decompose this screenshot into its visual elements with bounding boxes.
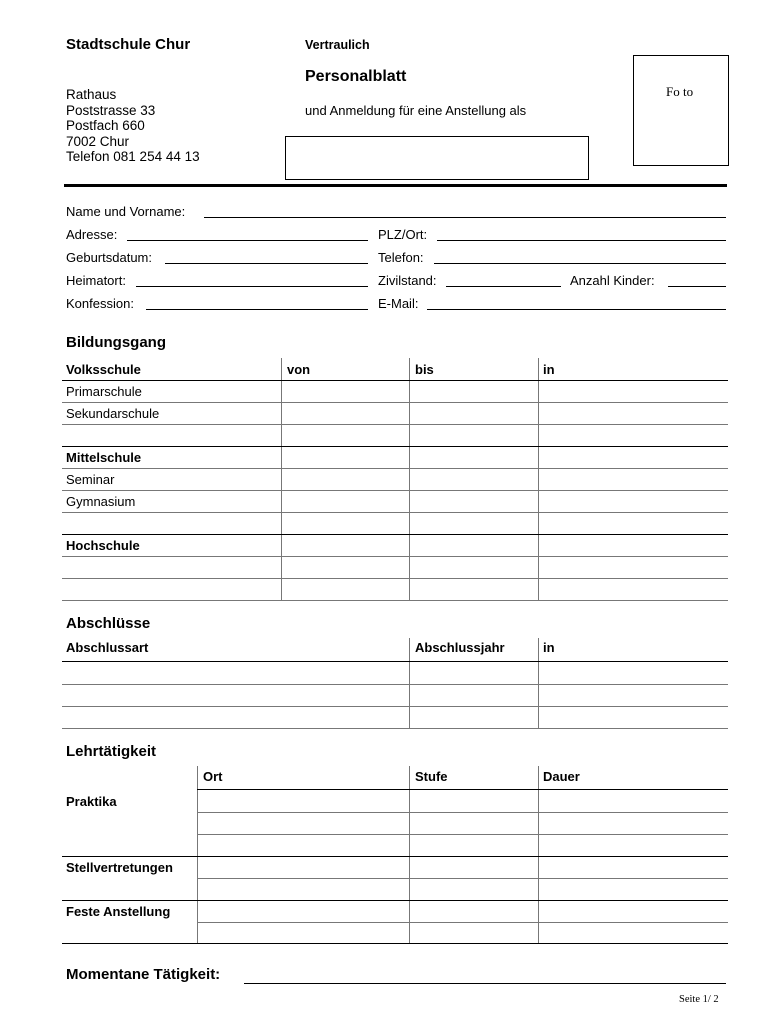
col-divider — [281, 358, 282, 600]
kinder-field[interactable] — [668, 286, 726, 287]
email-label: E-Mail: — [378, 296, 419, 311]
telefon-field[interactable] — [434, 263, 726, 264]
email-field[interactable] — [427, 309, 726, 310]
row-line — [197, 922, 728, 923]
row-line — [62, 600, 728, 601]
col-von: von — [287, 362, 311, 377]
row-line — [62, 556, 728, 557]
col-ort: Ort — [203, 769, 223, 784]
row-line — [197, 834, 728, 835]
header-divider — [64, 184, 727, 187]
row-stellvertretungen: Stellvertretungen — [66, 860, 173, 875]
school-address: Rathaus Poststrasse 33 Postfach 660 7002 Chur Telefon 081 254 44 13 — [66, 87, 200, 165]
position-input-box[interactable] — [285, 136, 589, 180]
heimatort-label: Heimatort: — [66, 273, 126, 288]
adresse-label: Adresse: — [66, 227, 118, 242]
row-line — [62, 424, 728, 425]
geburtsdatum-field[interactable] — [165, 263, 368, 264]
row-seminar: Seminar — [66, 472, 115, 487]
row-line — [62, 534, 728, 535]
row-line — [62, 943, 728, 944]
col-volksschule: Volksschule — [66, 362, 141, 377]
row-primarschule: Primarschule — [66, 384, 142, 399]
row-line — [62, 446, 728, 447]
momentane-field[interactable] — [244, 983, 726, 984]
col-dauer: Dauer — [543, 769, 580, 784]
confidential-label: Vertraulich — [305, 38, 370, 52]
form-subtitle: und Anmeldung für eine Anstellung als — [305, 103, 527, 118]
telefon-label: Telefon: — [378, 250, 424, 265]
row-line — [62, 490, 728, 491]
konfession-label: Konfession: — [66, 296, 134, 311]
row-line — [62, 468, 728, 469]
section-lehrtaetigkeit: Lehrtätigkeit — [66, 743, 157, 760]
col-in: in — [543, 362, 555, 377]
heimatort-field[interactable] — [136, 286, 368, 287]
row-line — [62, 512, 728, 513]
row-feste-anstellung: Feste Anstellung — [66, 904, 171, 919]
row-sekundarschule: Sekundarschule — [66, 406, 160, 421]
momentane-label: Momentane Tätigkeit: — [66, 966, 221, 983]
row-line — [62, 900, 728, 901]
section-bildungsgang: Bildungsgang — [66, 334, 166, 351]
col-divider — [197, 766, 198, 943]
col-abschlussjahr: Abschlussjahr — [415, 640, 505, 655]
row-line — [197, 789, 728, 790]
plz-label: PLZ/Ort: — [378, 227, 428, 242]
form-title: Personalblatt — [305, 68, 407, 85]
row-praktika: Praktika — [66, 794, 117, 809]
zivilstand-label: Zivilstand: — [378, 273, 437, 288]
col-divider — [538, 766, 539, 943]
zivilstand-field[interactable] — [446, 286, 561, 287]
col-stufe: Stufe — [415, 769, 448, 784]
row-mittelschule: Mittelschule — [66, 450, 142, 465]
row-gymnasium: Gymnasium — [66, 494, 136, 509]
row-line — [62, 728, 728, 729]
row-line — [62, 856, 728, 857]
col-abschluss-in: in — [543, 640, 555, 655]
col-divider — [538, 358, 539, 600]
col-bis: bis — [415, 362, 434, 377]
name-field[interactable] — [204, 217, 726, 218]
section-abschluesse: Abschlüsse — [66, 615, 151, 632]
row-line — [62, 706, 728, 707]
col-divider — [409, 358, 410, 600]
plz-field[interactable] — [437, 240, 726, 241]
row-line — [62, 684, 728, 685]
row-line — [62, 578, 728, 579]
col-divider — [409, 766, 410, 943]
page-number: Seite 1/ 2 — [679, 994, 719, 1005]
col-abschlussart: Abschlussart — [66, 640, 149, 655]
photo-box — [633, 55, 729, 166]
row-line — [62, 661, 728, 662]
konfession-field[interactable] — [146, 309, 368, 310]
row-line — [62, 380, 728, 381]
photo-label: Fo to — [666, 84, 694, 99]
name-label: Name und Vorname: — [66, 204, 186, 219]
school-name: Stadtschule Chur — [66, 36, 191, 53]
row-hochschule: Hochschule — [66, 538, 140, 553]
row-line — [197, 878, 728, 879]
row-line — [197, 812, 728, 813]
geburtsdatum-label: Geburtsdatum: — [66, 250, 152, 265]
row-line — [62, 402, 728, 403]
adresse-field[interactable] — [127, 240, 368, 241]
kinder-label: Anzahl Kinder: — [570, 273, 655, 288]
